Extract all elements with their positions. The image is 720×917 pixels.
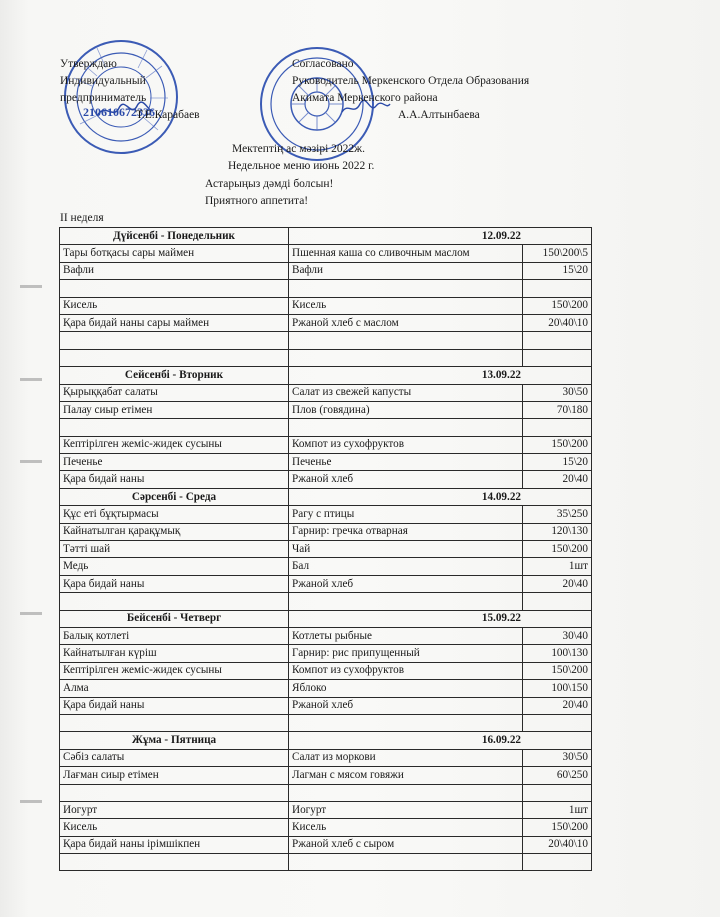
portion-size: 35\250 xyxy=(523,506,592,523)
menu-row xyxy=(60,697,592,714)
menu-row xyxy=(60,645,592,662)
menu-row xyxy=(60,784,592,801)
day-date: 13.09.22 xyxy=(289,367,592,384)
menu-row xyxy=(60,714,592,731)
stamp-inn: 210610672336 xyxy=(83,105,155,119)
dish-name-kz: Қара бидай наны сары маймен xyxy=(60,314,289,331)
agreed-name: А.А.Алтынбаева xyxy=(398,109,480,121)
dish-name-ru xyxy=(289,854,523,871)
menu-row xyxy=(60,819,592,836)
dish-name-ru: Ржаной хлеб с сыром xyxy=(289,836,523,853)
day-date: 16.09.22 xyxy=(289,732,592,749)
dish-name-kz: Сәбіз салаты xyxy=(60,749,289,766)
portion-size: 100\150 xyxy=(523,680,592,697)
greeting-ru: Приятного аппетита! xyxy=(205,195,309,207)
menu-row xyxy=(60,575,592,592)
portion-size: 1шт xyxy=(523,558,592,575)
portion-size: 20\40\10 xyxy=(523,314,592,331)
portion-size: 60\250 xyxy=(523,767,592,784)
dish-name-ru: Ржаной хлеб с маслом xyxy=(289,314,523,331)
agreed-label: Согласовано xyxy=(292,58,354,70)
day-header-row xyxy=(60,228,592,245)
dish-name-ru xyxy=(289,332,523,349)
dish-name-kz: Кептірілген жеміс-жидек сусыны xyxy=(60,436,289,453)
approver-title-1: Индивидуальный xyxy=(60,75,146,87)
menu-row xyxy=(60,506,592,523)
menu-row xyxy=(60,280,592,297)
menu-row xyxy=(60,419,592,436)
portion-size xyxy=(523,419,592,436)
dish-name-kz: Қара бидай наны xyxy=(60,471,289,488)
menu-row xyxy=(60,436,592,453)
portion-size: 15\20 xyxy=(523,454,592,471)
portion-size: 150\200 xyxy=(523,297,592,314)
portion-size: 150\200 xyxy=(523,819,592,836)
portion-size: 20\40\10 xyxy=(523,836,592,853)
dish-name-kz xyxy=(60,854,289,871)
day-name: Сейсенбі - Вторник xyxy=(60,367,289,384)
portion-size: 30\40 xyxy=(523,627,592,644)
dish-name-ru: Плов (говядина) xyxy=(289,401,523,418)
portion-size: 150\200 xyxy=(523,662,592,679)
approver-title-2: предприниматель xyxy=(60,92,147,104)
dish-name-ru: Компот из сухофруктов xyxy=(289,436,523,453)
menu-row xyxy=(60,767,592,784)
day-date: 14.09.22 xyxy=(289,488,592,505)
portion-size: 150\200\5 xyxy=(523,245,592,262)
dish-name-ru: Салат из свежей капусты xyxy=(289,384,523,401)
dish-name-kz: Қырыққабат салаты xyxy=(60,384,289,401)
menu-row xyxy=(60,801,592,818)
agreed-title-1: Руководитель Меркенского Отдела Образования xyxy=(292,75,530,87)
dish-name-ru xyxy=(289,419,523,436)
dish-name-ru: Вафли xyxy=(289,262,523,279)
dish-name-kz: Кептірілген жеміс-жидек сусыны xyxy=(60,662,289,679)
menu-table xyxy=(59,227,592,871)
dish-name-kz: Иогурт xyxy=(60,801,289,818)
scan-mark xyxy=(20,460,42,463)
dish-name-kz: Қара бидай наны xyxy=(60,697,289,714)
dish-name-ru xyxy=(289,714,523,731)
portion-size: 70\180 xyxy=(523,401,592,418)
dish-name-ru: Чай xyxy=(289,541,523,558)
dish-name-kz: Вафли xyxy=(60,262,289,279)
day-date: 15.09.22 xyxy=(289,610,592,627)
portion-size: 30\50 xyxy=(523,749,592,766)
menu-row xyxy=(60,854,592,871)
menu-title-kz: Мектептің ас мәзірі 2022ж. xyxy=(232,143,365,155)
dish-name-ru xyxy=(289,349,523,366)
portion-size: 1шт xyxy=(523,801,592,818)
day-name: Дүйсенбі - Понедельник xyxy=(60,228,289,245)
dish-name-kz: Кисель xyxy=(60,297,289,314)
portion-size xyxy=(523,280,592,297)
menu-row xyxy=(60,593,592,610)
dish-name-ru: Гарнир: рис припущенный xyxy=(289,645,523,662)
menu-row xyxy=(60,314,592,331)
scan-mark xyxy=(20,612,42,615)
dish-name-ru: Пшенная каша со сливочным маслом xyxy=(289,245,523,262)
dish-name-ru: Лагман с мясом говяжи xyxy=(289,767,523,784)
portion-size: 120\130 xyxy=(523,523,592,540)
week-label: II неделя xyxy=(60,212,104,224)
dish-name-kz: Тәтті шай xyxy=(60,541,289,558)
menu-row xyxy=(60,297,592,314)
dish-name-kz: Қара бидай наны ірімшікпен xyxy=(60,836,289,853)
dish-name-kz: Қара бидай наны xyxy=(60,575,289,592)
dish-name-ru: Бал xyxy=(289,558,523,575)
dish-name-ru: Ржаной хлеб xyxy=(289,697,523,714)
dish-name-ru: Печенье xyxy=(289,454,523,471)
dish-name-kz xyxy=(60,332,289,349)
portion-size xyxy=(523,349,592,366)
dish-name-kz: Палау сиыр етімен xyxy=(60,401,289,418)
portion-size: 20\40 xyxy=(523,697,592,714)
dish-name-ru: Кисель xyxy=(289,297,523,314)
portion-size: 20\40 xyxy=(523,471,592,488)
menu-title-ru: Недельное меню июнь 2022 г. xyxy=(228,160,375,172)
dish-name-kz: Тары ботқасы сары маймен xyxy=(60,245,289,262)
menu-row xyxy=(60,262,592,279)
portion-size: 100\130 xyxy=(523,645,592,662)
dish-name-kz xyxy=(60,419,289,436)
menu-row xyxy=(60,401,592,418)
dish-name-kz xyxy=(60,349,289,366)
dish-name-ru xyxy=(289,593,523,610)
dish-name-kz xyxy=(60,714,289,731)
dish-name-kz xyxy=(60,784,289,801)
dish-name-ru: Котлеты рыбные xyxy=(289,627,523,644)
menu-row xyxy=(60,384,592,401)
dish-name-kz: Кайнатылган қарақұмық xyxy=(60,523,289,540)
dish-name-ru: Гарнир: гречка отварная xyxy=(289,523,523,540)
menu-row xyxy=(60,836,592,853)
portion-size: 150\200 xyxy=(523,541,592,558)
day-name: Бейсенбі - Четверг xyxy=(60,610,289,627)
menu-row xyxy=(60,627,592,644)
menu-row xyxy=(60,558,592,575)
dish-name-ru: Ржаной хлеб xyxy=(289,575,523,592)
menu-row xyxy=(60,332,592,349)
portion-size xyxy=(523,593,592,610)
portion-size xyxy=(523,854,592,871)
dish-name-ru: Салат из моркови xyxy=(289,749,523,766)
menu-row xyxy=(60,749,592,766)
portion-size xyxy=(523,714,592,731)
dish-name-kz: Печенье xyxy=(60,454,289,471)
dish-name-ru: Рагу с птицы xyxy=(289,506,523,523)
dish-name-kz xyxy=(60,593,289,610)
dish-name-ru: Яблоко xyxy=(289,680,523,697)
portion-size xyxy=(523,332,592,349)
dish-name-kz: Медь xyxy=(60,558,289,575)
approved-label: Утверждаю xyxy=(60,58,117,70)
scan-mark xyxy=(20,378,42,381)
dish-name-kz: Кисель xyxy=(60,819,289,836)
day-name: Жұма - Пятница xyxy=(60,732,289,749)
menu-row xyxy=(60,523,592,540)
menu-row xyxy=(60,245,592,262)
dish-name-ru xyxy=(289,784,523,801)
dish-name-ru: Кисель xyxy=(289,819,523,836)
menu-row xyxy=(60,680,592,697)
dish-name-kz: Алма xyxy=(60,680,289,697)
greeting-kz: Астарыңыз дәмді болсын! xyxy=(205,178,334,190)
portion-size: 30\50 xyxy=(523,384,592,401)
menu-row xyxy=(60,541,592,558)
portion-size: 15\20 xyxy=(523,262,592,279)
menu-row xyxy=(60,454,592,471)
dish-name-ru xyxy=(289,280,523,297)
menu-row xyxy=(60,471,592,488)
dish-name-ru: Компот из сухофруктов xyxy=(289,662,523,679)
day-header-row xyxy=(60,488,592,505)
day-header-row xyxy=(60,610,592,627)
approver-name: Т.Е.Карабаев xyxy=(136,109,200,121)
day-header-row xyxy=(60,732,592,749)
menu-row xyxy=(60,662,592,679)
day-header-row xyxy=(60,367,592,384)
portion-size: 150\200 xyxy=(523,436,592,453)
portion-size xyxy=(523,784,592,801)
scan-mark xyxy=(20,800,42,803)
portion-size: 20\40 xyxy=(523,575,592,592)
dish-name-kz: Кайнатылған күріш xyxy=(60,645,289,662)
agreed-title-2: Акимата Меркенского района xyxy=(292,92,438,104)
day-date: 12.09.22 xyxy=(289,228,592,245)
scan-mark xyxy=(20,285,42,288)
dish-name-kz: Балық котлеті xyxy=(60,627,289,644)
dish-name-kz xyxy=(60,280,289,297)
dish-name-kz: Құс еті бұқтырмасы xyxy=(60,506,289,523)
menu-row xyxy=(60,349,592,366)
dish-name-kz: Лағман сиыр етімен xyxy=(60,767,289,784)
dish-name-ru: Ржаной хлеб xyxy=(289,471,523,488)
day-name: Сәрсенбі - Среда xyxy=(60,488,289,505)
dish-name-ru: Иогурт xyxy=(289,801,523,818)
